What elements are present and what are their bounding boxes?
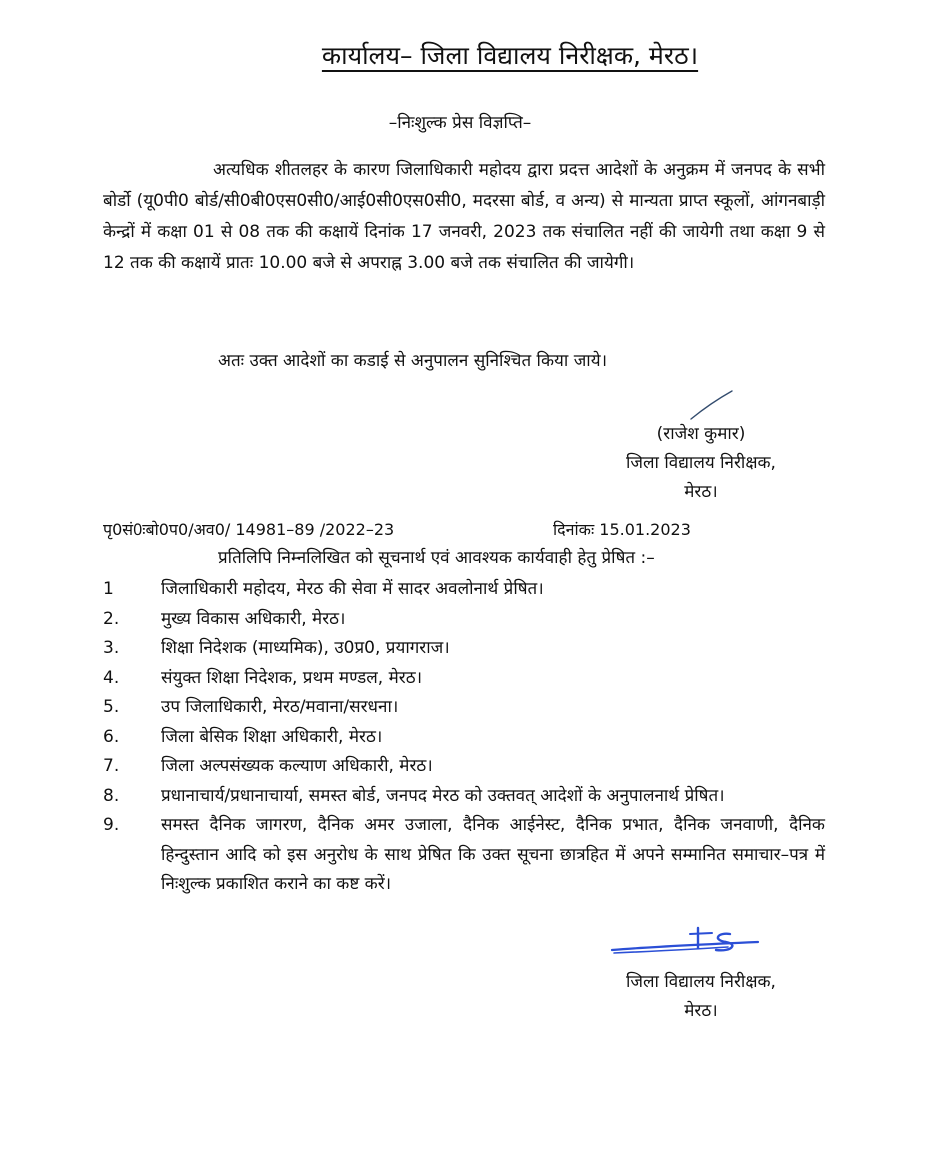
list-item [103, 723, 825, 753]
signatory-place: मेरठ। [684, 482, 718, 502]
list-item [103, 634, 825, 664]
list-number: 2. [103, 608, 120, 629]
list-text: समस्त दैनिक जागरण, दैनिक अमर उजाला, दैनिक आईनेस्ट, दैनिक प्रभात, दैनिक जनवाणी, दैनिक हिन्दुस्तान आदि को इस अनुरोध के साथ प्रेषित कि उक्त सूचना छात्रहित में अपने सम्मानित समाचार–पत्र में निःशुल्क प्रकाशित कराने का कष्ट करें। [161, 815, 825, 894]
list-text: जिला बेसिक शिक्षा अधिकारी, मेरठ। [161, 726, 383, 747]
reference-line [103, 518, 691, 540]
signatory-name: (राजेश कुमार) [656, 424, 746, 444]
list-number: 3. [103, 638, 120, 658]
list-text: प्रधानाचार्य/प्रधानाचार्या, समस्त बोर्ड, जनपद मेरठ को उक्तवत् आदेशों के अनुपालनार्थ प्रेषित। [161, 785, 725, 806]
list-item [103, 693, 825, 723]
handwritten-signature-icon [608, 920, 768, 960]
signatory-designation: जिला विद्यालय निरीक्षक, [626, 972, 776, 992]
list-text: जिला अल्पसंख्यक कल्याण अधिकारी, मेरठ। [161, 756, 433, 776]
list-item [103, 752, 825, 782]
list-number: 1 [103, 579, 114, 599]
list-number: 7. [103, 756, 120, 776]
list-item [103, 811, 825, 900]
list-number: 4. [103, 667, 120, 688]
list-number: 5. [103, 697, 120, 717]
list-text: मुख्य विकास अधिकारी, मेरठ। [161, 608, 346, 629]
signature-block-secondary [586, 968, 816, 1026]
list-text: उप जिलाधिकारी, मेरठ/मवाना/सरधना। [161, 697, 399, 717]
copy-heading: प्रतिलिपि निम्नलिखित को सूचनार्थ एवं आवश्यक कार्यवाही हेतु प्रेषित :– [218, 548, 655, 568]
office-title: कार्यालय– जिला विद्यालय निरीक्षक, मेरठ। [321, 41, 699, 70]
list-number: 9. [103, 815, 120, 835]
list-number: 6. [103, 726, 120, 747]
signature-block-primary [586, 420, 816, 507]
list-text: संयुक्त शिक्षा निदेशक, प्रथम मण्डल, मेरठ। [161, 667, 423, 688]
handwritten-signature-icon [688, 388, 738, 422]
main-paragraph: अत्यधिक शीतलहर के कारण जिलाधिकारी महोदय द्वारा प्रदत्त आदेशों के अनुक्रम में जनपद के सभी बोर्डो (यू0पी0 बोर्ड/सी0बी0एस0सी0/आई0सी0एस0सी0, मदरसा बोर्ड, व अन्य) से मान्यता प्राप्त स्कूलों, आंगनबाड़ी केन्द्रों में कक्षा 01 से 08 तक की कक्षायें दिनांक 17 जनवरी, 2023 तक संचालित नहीं की जायेगी तथा कक्षा 9 से 12 तक की कक्षायें प्रातः 10.00 बजे से अपराह्न 3.00 बजे तक संचालित की जायेगी। [103, 160, 825, 273]
list-number: 8. [103, 785, 120, 806]
list-text: जिलाधिकारी महोदय, मेरठ की सेवा में सादर अवलोनार्थ प्रेषित। [161, 579, 544, 599]
list-item [103, 664, 825, 694]
reference-date: दिनांकः 15.01.2023 [553, 520, 691, 539]
signatory-place: मेरठ। [684, 1001, 718, 1021]
list-item [103, 575, 825, 605]
list-item [103, 605, 825, 635]
signatory-designation: जिला विद्यालय निरीक्षक, [626, 453, 776, 473]
list-item [103, 782, 825, 812]
list-text: शिक्षा निदेशक (माध्यमिक), उ0प्र0, प्रयागराज। [161, 638, 450, 658]
compliance-paragraph: अतः उक्त आदेशों का कडाई से अनुपालन सुनिश्चित किया जाये। [218, 351, 608, 371]
copy-recipient-list [103, 575, 825, 900]
reference-number: पृ0सं0ःबो0प0/अव0/ 14981–89 /2022–23 [103, 520, 395, 539]
press-release-subtitle: –निःशुल्क प्रेस विज्ञप्ति– [388, 113, 532, 133]
